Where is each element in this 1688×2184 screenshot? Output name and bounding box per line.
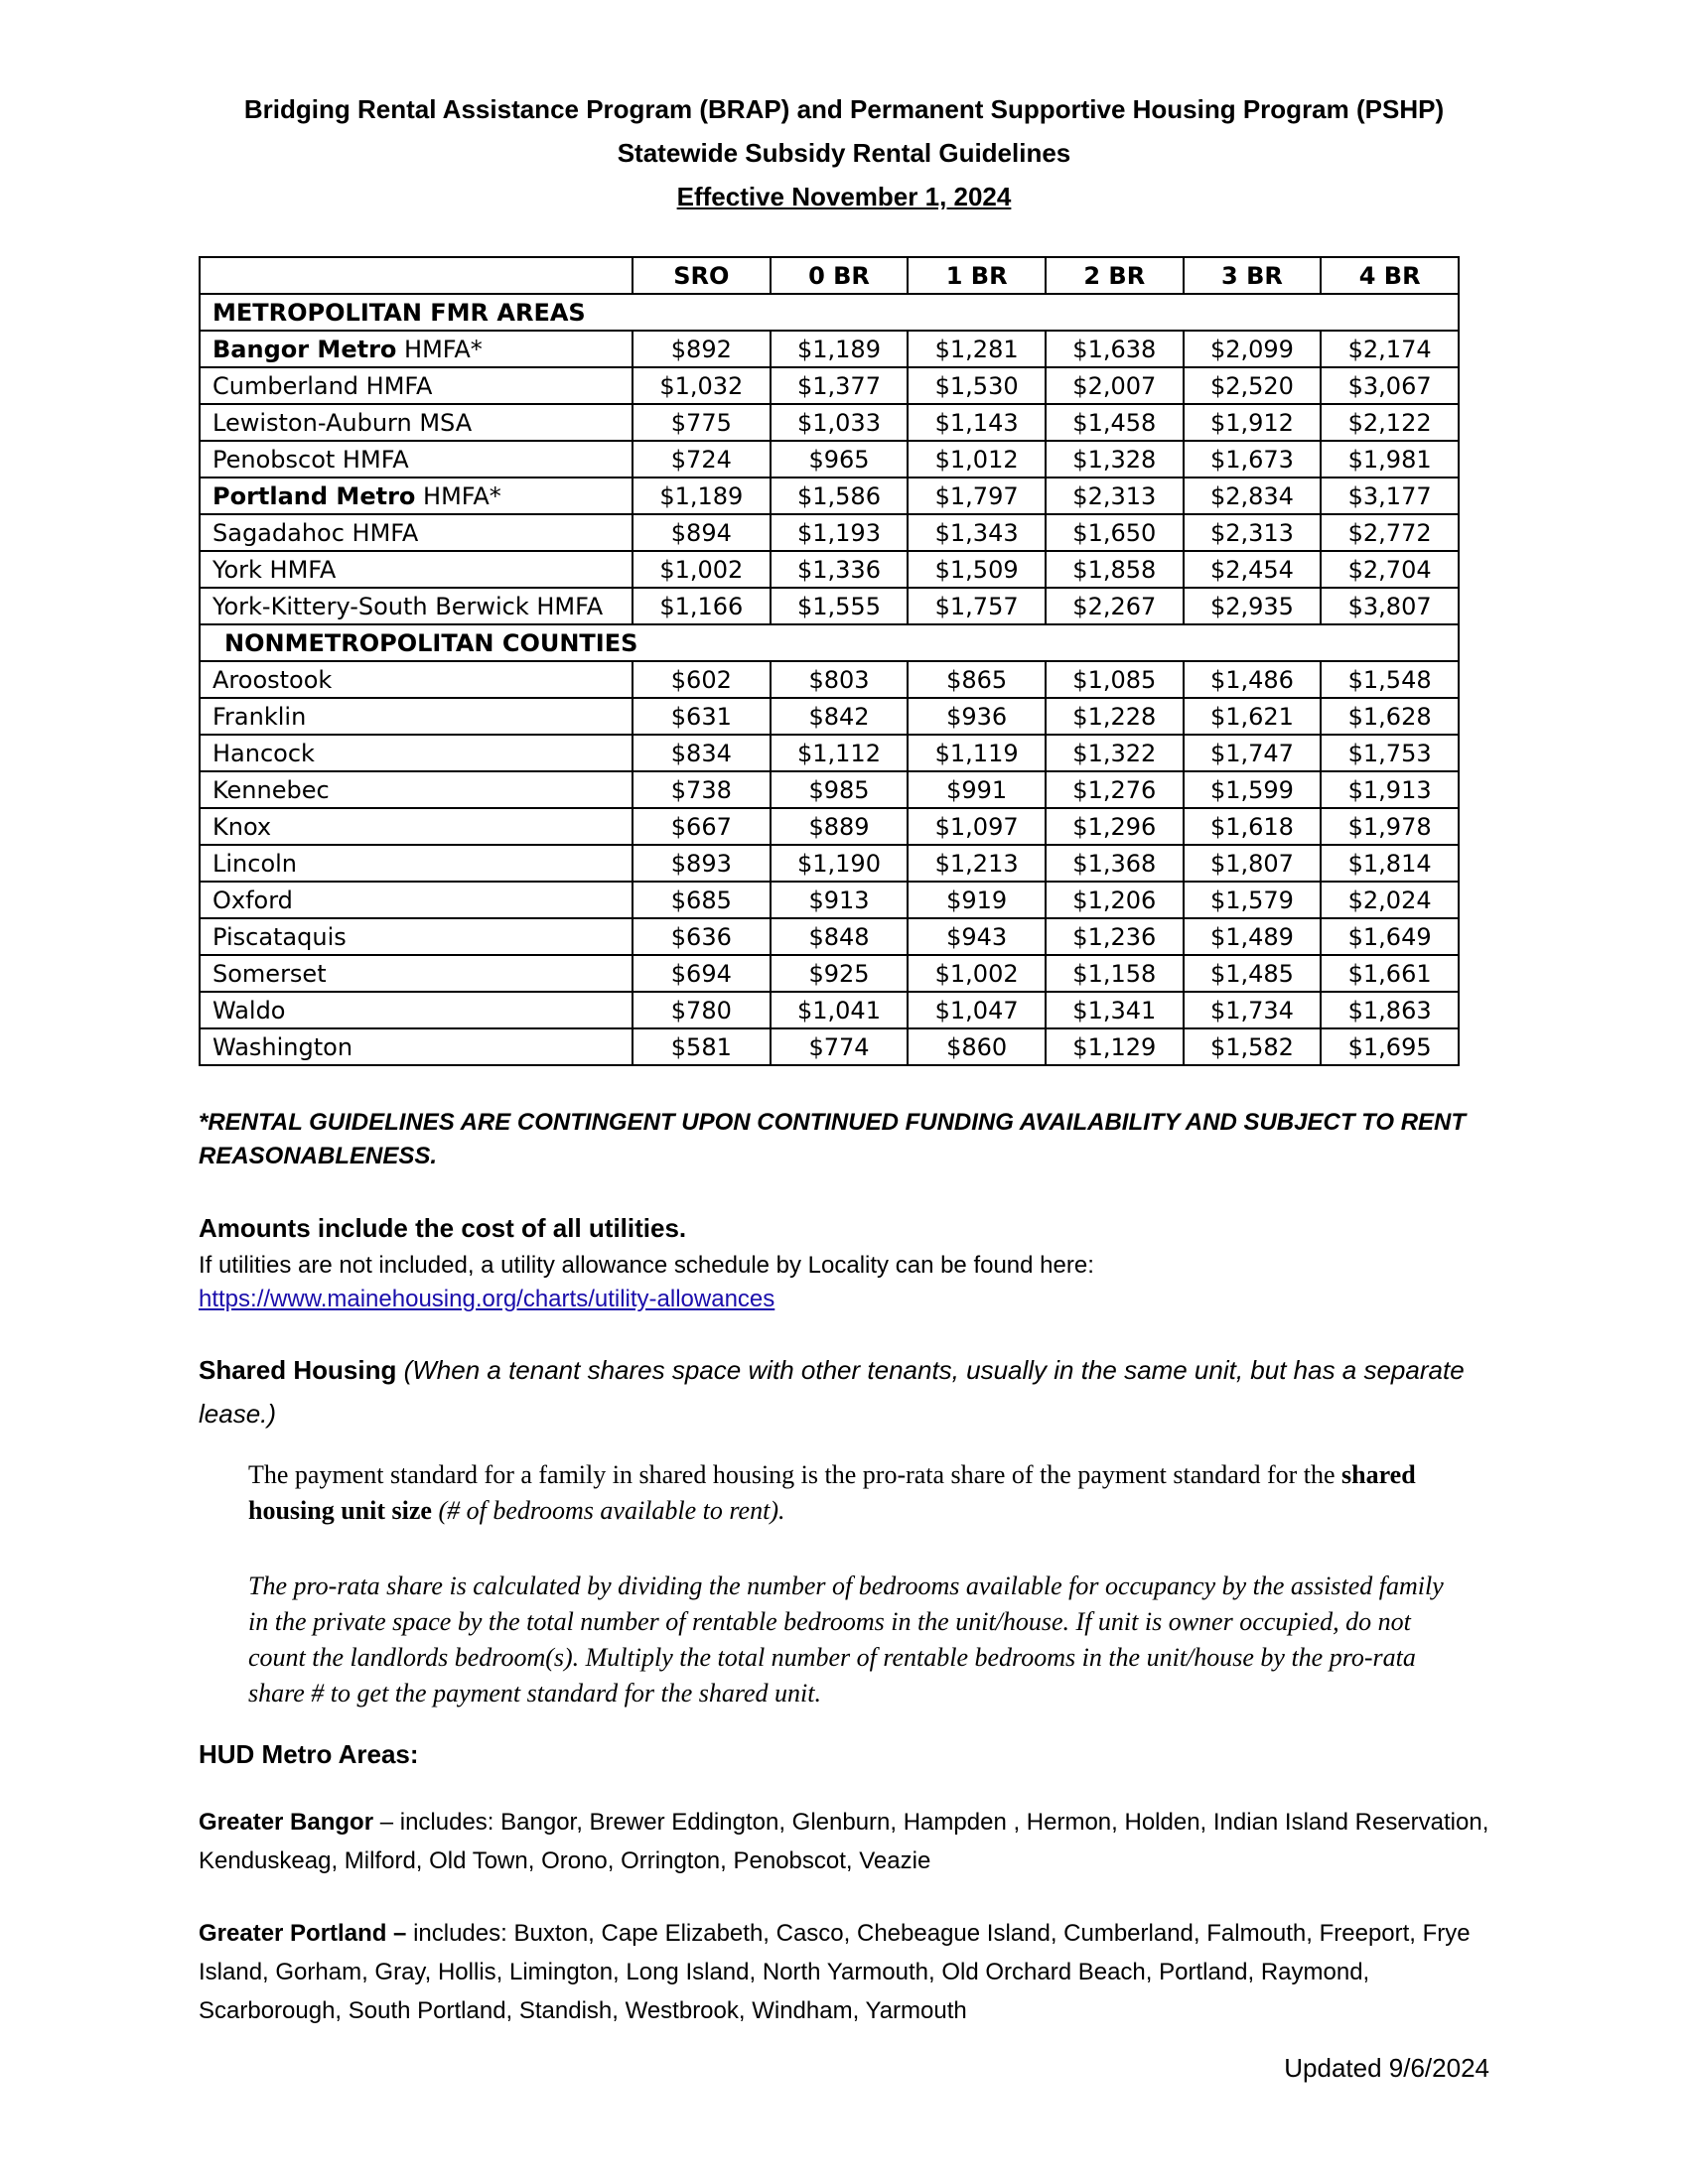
shared-housing-heading: [199, 1348, 1509, 1435]
rent-value-cell: $3,177: [1321, 478, 1459, 514]
rent-value-cell: $2,454: [1184, 551, 1322, 588]
rent-value-cell: $1,002: [908, 955, 1046, 992]
greater-bangor-text: – includes: Bangor, Brewer Eddington, Glenburn, Hampden , Hermon, Holden, Indian Island Reservation, Kenduskeag, Milford, Old Town, Orono, Orrington, Penobscot, Veazie: [199, 1809, 1489, 1874]
rent-value-cell: $1,638: [1046, 331, 1184, 367]
rent-value-cell: $1,158: [1046, 955, 1184, 992]
updated-date: Updated 9/6/2024: [1284, 2053, 1489, 2083]
area-name: Washington: [212, 1032, 353, 1061]
area-name: Kennebec: [212, 775, 330, 804]
rent-value-cell: $1,486: [1184, 661, 1322, 698]
rent-value-cell: $636: [633, 918, 771, 955]
area-name-bold: Bangor Metro: [212, 335, 397, 363]
area-name-cell: [200, 845, 633, 882]
area-name-cell: [200, 514, 633, 551]
rent-value-cell: $1,797: [908, 478, 1046, 514]
rent-value-cell: $2,772: [1321, 514, 1459, 551]
title-line-2: Statewide Subsidy Rental Guidelines: [617, 138, 1071, 168]
area-name: Penobscot HMFA: [212, 445, 409, 474]
rent-value-cell: $1,530: [908, 367, 1046, 404]
utilities-text-block: [199, 1249, 1094, 1316]
rent-value-cell: $919: [908, 882, 1046, 918]
rent-value-cell: $1,618: [1184, 808, 1322, 845]
table-row: [200, 661, 1459, 698]
rent-value-cell: $2,267: [1046, 588, 1184, 624]
title-line-1: Bridging Rental Assistance Program (BRAP) and Permanent Supportive Housing Program (PSHP): [243, 94, 1445, 124]
rent-value-cell: $775: [633, 404, 771, 441]
rent-value-cell: $1,863: [1321, 992, 1459, 1028]
greater-bangor-paragraph: [199, 1803, 1509, 1880]
area-name: Franklin: [212, 702, 307, 731]
utilities-heading: Amounts include the cost of all utilities.: [199, 1213, 687, 1243]
rent-value-cell: $1,341: [1046, 992, 1184, 1028]
rent-value-cell: $1,276: [1046, 771, 1184, 808]
rent-value-cell: $893: [633, 845, 771, 882]
rent-value-cell: $1,166: [633, 588, 771, 624]
area-name: Lewiston-Auburn MSA: [212, 408, 473, 437]
rent-value-cell: $1,981: [1321, 441, 1459, 478]
area-name-cell: [200, 551, 633, 588]
area-name: Waldo: [212, 996, 286, 1024]
p1-text-a: The payment standard for a family in shared housing is the pro-rata share of the payment standard for the: [248, 1460, 1342, 1489]
area-name-cell: [200, 698, 633, 735]
greater-portland-text: includes: Buxton, Cape Elizabeth, Casco, Chebeague Island, Cumberland, Falmouth, Freeport, Frye Island, Gorham, Gray, Hollis, Limington, Long Island, North Yarmouth, Old Orchard Beach, Portland, Raymond, Scarborough, South Portland, Standish, Westbrook, Windham, Yarmouth: [199, 1920, 1471, 2024]
rent-value-cell: $694: [633, 955, 771, 992]
rent-value-cell: $1,129: [1046, 1028, 1184, 1065]
area-name-cell: [200, 588, 633, 624]
table-row: [200, 882, 1459, 918]
rent-value-cell: $2,099: [1184, 331, 1322, 367]
rent-value-cell: $1,189: [633, 478, 771, 514]
rent-value-cell: $892: [633, 331, 771, 367]
table-body: [200, 294, 1459, 1065]
area-name-cell: [200, 735, 633, 771]
rent-value-cell: $2,313: [1046, 478, 1184, 514]
rent-value-cell: $1,190: [771, 845, 909, 882]
p1-text-c: (# of bedrooms available to rent).: [431, 1496, 785, 1525]
area-name: York-Kittery-South Berwick HMFA: [212, 592, 604, 620]
section-title: NONMETROPOLITAN COUNTIES: [200, 624, 1459, 661]
rent-value-cell: $1,368: [1046, 845, 1184, 882]
greater-portland-label: Greater Portland –: [199, 1920, 407, 1947]
area-name: Somerset: [212, 959, 327, 988]
table-row: [200, 992, 1459, 1028]
column-header: 0 BR: [771, 257, 909, 294]
rent-value-cell: $685: [633, 882, 771, 918]
rent-value-cell: $1,296: [1046, 808, 1184, 845]
rent-value-cell: $2,935: [1184, 588, 1322, 624]
rent-value-cell: $581: [633, 1028, 771, 1065]
area-name-cell: [200, 808, 633, 845]
rent-value-cell: $1,033: [771, 404, 909, 441]
rent-value-cell: $1,628: [1321, 698, 1459, 735]
rent-value-cell: $2,007: [1046, 367, 1184, 404]
column-header: 2 BR: [1046, 257, 1184, 294]
area-name: HMFA*: [415, 481, 501, 510]
rent-value-cell: $1,673: [1184, 441, 1322, 478]
rent-value-cell: $602: [633, 661, 771, 698]
column-header: 3 BR: [1184, 257, 1322, 294]
table-row: [200, 367, 1459, 404]
rent-value-cell: $1,747: [1184, 735, 1322, 771]
rent-value-cell: $1,548: [1321, 661, 1459, 698]
table-section-row: [200, 294, 1459, 331]
table-row: [200, 588, 1459, 624]
area-name-cell: [200, 478, 633, 514]
rent-value-cell: $1,734: [1184, 992, 1322, 1028]
shared-housing-description: (When a tenant shares space with other tenants, usually in the same unit, but has a separate lease.): [199, 1355, 1465, 1429]
rent-value-cell: $1,213: [908, 845, 1046, 882]
area-name-cell: [200, 1028, 633, 1065]
area-name-cell: [200, 367, 633, 404]
section-title: METROPOLITAN FMR AREAS: [200, 294, 1459, 331]
funding-note: *RENTAL GUIDELINES ARE CONTINGENT UPON CONTINUED FUNDING AVAILABILITY AND SUBJECT TO RENT REASONABLENESS.: [199, 1109, 1467, 1169]
rent-value-cell: $1,012: [908, 441, 1046, 478]
rent-value-cell: $2,704: [1321, 551, 1459, 588]
rent-value-cell: $842: [771, 698, 909, 735]
table-row: [200, 331, 1459, 367]
rent-value-cell: $894: [633, 514, 771, 551]
column-header: 4 BR: [1321, 257, 1459, 294]
table-row: [200, 955, 1459, 992]
area-name-cell: [200, 441, 633, 478]
rent-value-cell: $631: [633, 698, 771, 735]
table-row: [200, 514, 1459, 551]
rent-value-cell: $1,807: [1184, 845, 1322, 882]
table-header-row: [200, 257, 1459, 294]
rent-value-cell: $2,313: [1184, 514, 1322, 551]
rent-value-cell: $1,753: [1321, 735, 1459, 771]
area-name: York HMFA: [212, 555, 337, 584]
rent-value-cell: $1,002: [633, 551, 771, 588]
rent-value-cell: $780: [633, 992, 771, 1028]
rent-value-cell: $1,119: [908, 735, 1046, 771]
rent-value-cell: $1,858: [1046, 551, 1184, 588]
area-name-cell: [200, 992, 633, 1028]
area-name: Cumberland HMFA: [212, 371, 433, 400]
rent-value-cell: $936: [908, 698, 1046, 735]
rent-value-cell: $1,281: [908, 331, 1046, 367]
rent-value-cell: $1,579: [1184, 882, 1322, 918]
table-row: [200, 551, 1459, 588]
rent-value-cell: $1,555: [771, 588, 909, 624]
rent-value-cell: $1,189: [771, 331, 909, 367]
rent-value-cell: $738: [633, 771, 771, 808]
rent-value-cell: $965: [771, 441, 909, 478]
area-name: Knox: [212, 812, 272, 841]
utilities-text: If utilities are not included, a utility allowance schedule by Locality can be found here:: [199, 1252, 1094, 1279]
rent-value-cell: $1,757: [908, 588, 1046, 624]
header-area-cell: [200, 257, 633, 294]
rent-value-cell: $1,322: [1046, 735, 1184, 771]
rent-value-cell: $3,067: [1321, 367, 1459, 404]
rent-value-cell: $1,458: [1046, 404, 1184, 441]
greater-bangor-label: Greater Bangor: [199, 1809, 374, 1836]
table-row: [200, 771, 1459, 808]
rent-value-cell: $1,143: [908, 404, 1046, 441]
table-row: [200, 404, 1459, 441]
rent-value-cell: $667: [633, 808, 771, 845]
rent-value-cell: $1,343: [908, 514, 1046, 551]
rent-value-cell: $803: [771, 661, 909, 698]
area-name-cell: [200, 955, 633, 992]
rent-value-cell: $1,978: [1321, 808, 1459, 845]
rent-value-cell: $848: [771, 918, 909, 955]
rent-value-cell: $1,206: [1046, 882, 1184, 918]
document-title-block: [149, 87, 1539, 218]
rent-value-cell: $1,032: [633, 367, 771, 404]
table-section-row: [200, 624, 1459, 661]
table-row: [200, 845, 1459, 882]
rent-value-cell: $3,807: [1321, 588, 1459, 624]
area-name-cell: [200, 404, 633, 441]
rent-value-cell: $985: [771, 771, 909, 808]
rent-value-cell: $724: [633, 441, 771, 478]
rent-value-cell: $2,520: [1184, 367, 1322, 404]
table-row: [200, 441, 1459, 478]
rent-value-cell: $1,621: [1184, 698, 1322, 735]
rent-value-cell: $1,097: [908, 808, 1046, 845]
rent-value-cell: $1,328: [1046, 441, 1184, 478]
rent-value-cell: $925: [771, 955, 909, 992]
rent-value-cell: $943: [908, 918, 1046, 955]
rent-value-cell: $1,582: [1184, 1028, 1322, 1065]
area-name: Aroostook: [212, 665, 333, 694]
area-name-bold: Portland Metro: [212, 481, 416, 510]
shared-housing-paragraph-2: The pro-rata share is calculated by dividing the number of bedrooms available for occupancy by the assisted family in the private space by the total number of rentable bedrooms in the unit/house. If unit is owner occupied, do not count the landlords bedroom(s). Multiply the total number of rentable bedrooms in the unit/house by the pro-rata share # to get the payment standard for the shared unit.: [248, 1571, 1444, 1707]
rent-value-cell: $1,509: [908, 551, 1046, 588]
table-row: [200, 1028, 1459, 1065]
area-name: Hancock: [212, 739, 315, 767]
rent-value-cell: $1,193: [771, 514, 909, 551]
shared-housing-paragraph-1: [248, 1457, 1470, 1529]
rent-value-cell: $1,085: [1046, 661, 1184, 698]
rent-guidelines-table: [199, 256, 1460, 1066]
rent-value-cell: $2,024: [1321, 882, 1459, 918]
hud-metro-heading: HUD Metro Areas:: [199, 1739, 419, 1769]
rent-value-cell: $1,377: [771, 367, 909, 404]
utility-allowances-link[interactable]: https://www.mainehousing.org/charts/utility-allowances: [199, 1286, 775, 1312]
table-row: [200, 808, 1459, 845]
rent-value-cell: $860: [908, 1028, 1046, 1065]
rent-value-cell: $1,912: [1184, 404, 1322, 441]
rent-value-cell: $1,913: [1321, 771, 1459, 808]
rent-value-cell: $2,174: [1321, 331, 1459, 367]
rent-value-cell: $1,336: [771, 551, 909, 588]
rent-value-cell: $834: [633, 735, 771, 771]
area-name-cell: [200, 918, 633, 955]
rent-value-cell: $1,489: [1184, 918, 1322, 955]
rent-value-cell: $2,834: [1184, 478, 1322, 514]
rent-value-cell: $1,236: [1046, 918, 1184, 955]
area-name-cell: [200, 331, 633, 367]
area-name: HMFA*: [396, 335, 483, 363]
rent-value-cell: $1,661: [1321, 955, 1459, 992]
rent-value-cell: $1,586: [771, 478, 909, 514]
area-name-cell: [200, 882, 633, 918]
rent-value-cell: $1,485: [1184, 955, 1322, 992]
area-name: Piscataquis: [212, 922, 347, 951]
rent-value-cell: $1,112: [771, 735, 909, 771]
shared-housing-label: Shared Housing: [199, 1355, 397, 1385]
rent-value-cell: $889: [771, 808, 909, 845]
rent-value-cell: $1,047: [908, 992, 1046, 1028]
effective-date: Effective November 1, 2024: [676, 182, 1012, 211]
rent-value-cell: $991: [908, 771, 1046, 808]
rent-value-cell: $1,814: [1321, 845, 1459, 882]
area-name-cell: [200, 661, 633, 698]
rent-value-cell: $1,695: [1321, 1028, 1459, 1065]
rent-value-cell: $1,228: [1046, 698, 1184, 735]
rent-value-cell: $1,650: [1046, 514, 1184, 551]
rent-value-cell: $1,649: [1321, 918, 1459, 955]
rent-value-cell: $913: [771, 882, 909, 918]
area-name: Lincoln: [212, 849, 298, 878]
area-name: Sagadahoc HMFA: [212, 518, 419, 547]
table-row: [200, 698, 1459, 735]
rent-value-cell: $2,122: [1321, 404, 1459, 441]
table-row: [200, 735, 1459, 771]
greater-portland-paragraph: [199, 1914, 1509, 2030]
area-name-cell: [200, 771, 633, 808]
table-row: [200, 478, 1459, 514]
column-header: 1 BR: [908, 257, 1046, 294]
rent-value-cell: $1,041: [771, 992, 909, 1028]
p1-text-bold: shared housing unit size: [248, 1460, 1416, 1525]
column-header: SRO: [633, 257, 771, 294]
area-name: Oxford: [212, 886, 293, 914]
rent-value-cell: $865: [908, 661, 1046, 698]
rent-value-cell: $774: [771, 1028, 909, 1065]
table-row: [200, 918, 1459, 955]
rent-value-cell: $1,599: [1184, 771, 1322, 808]
